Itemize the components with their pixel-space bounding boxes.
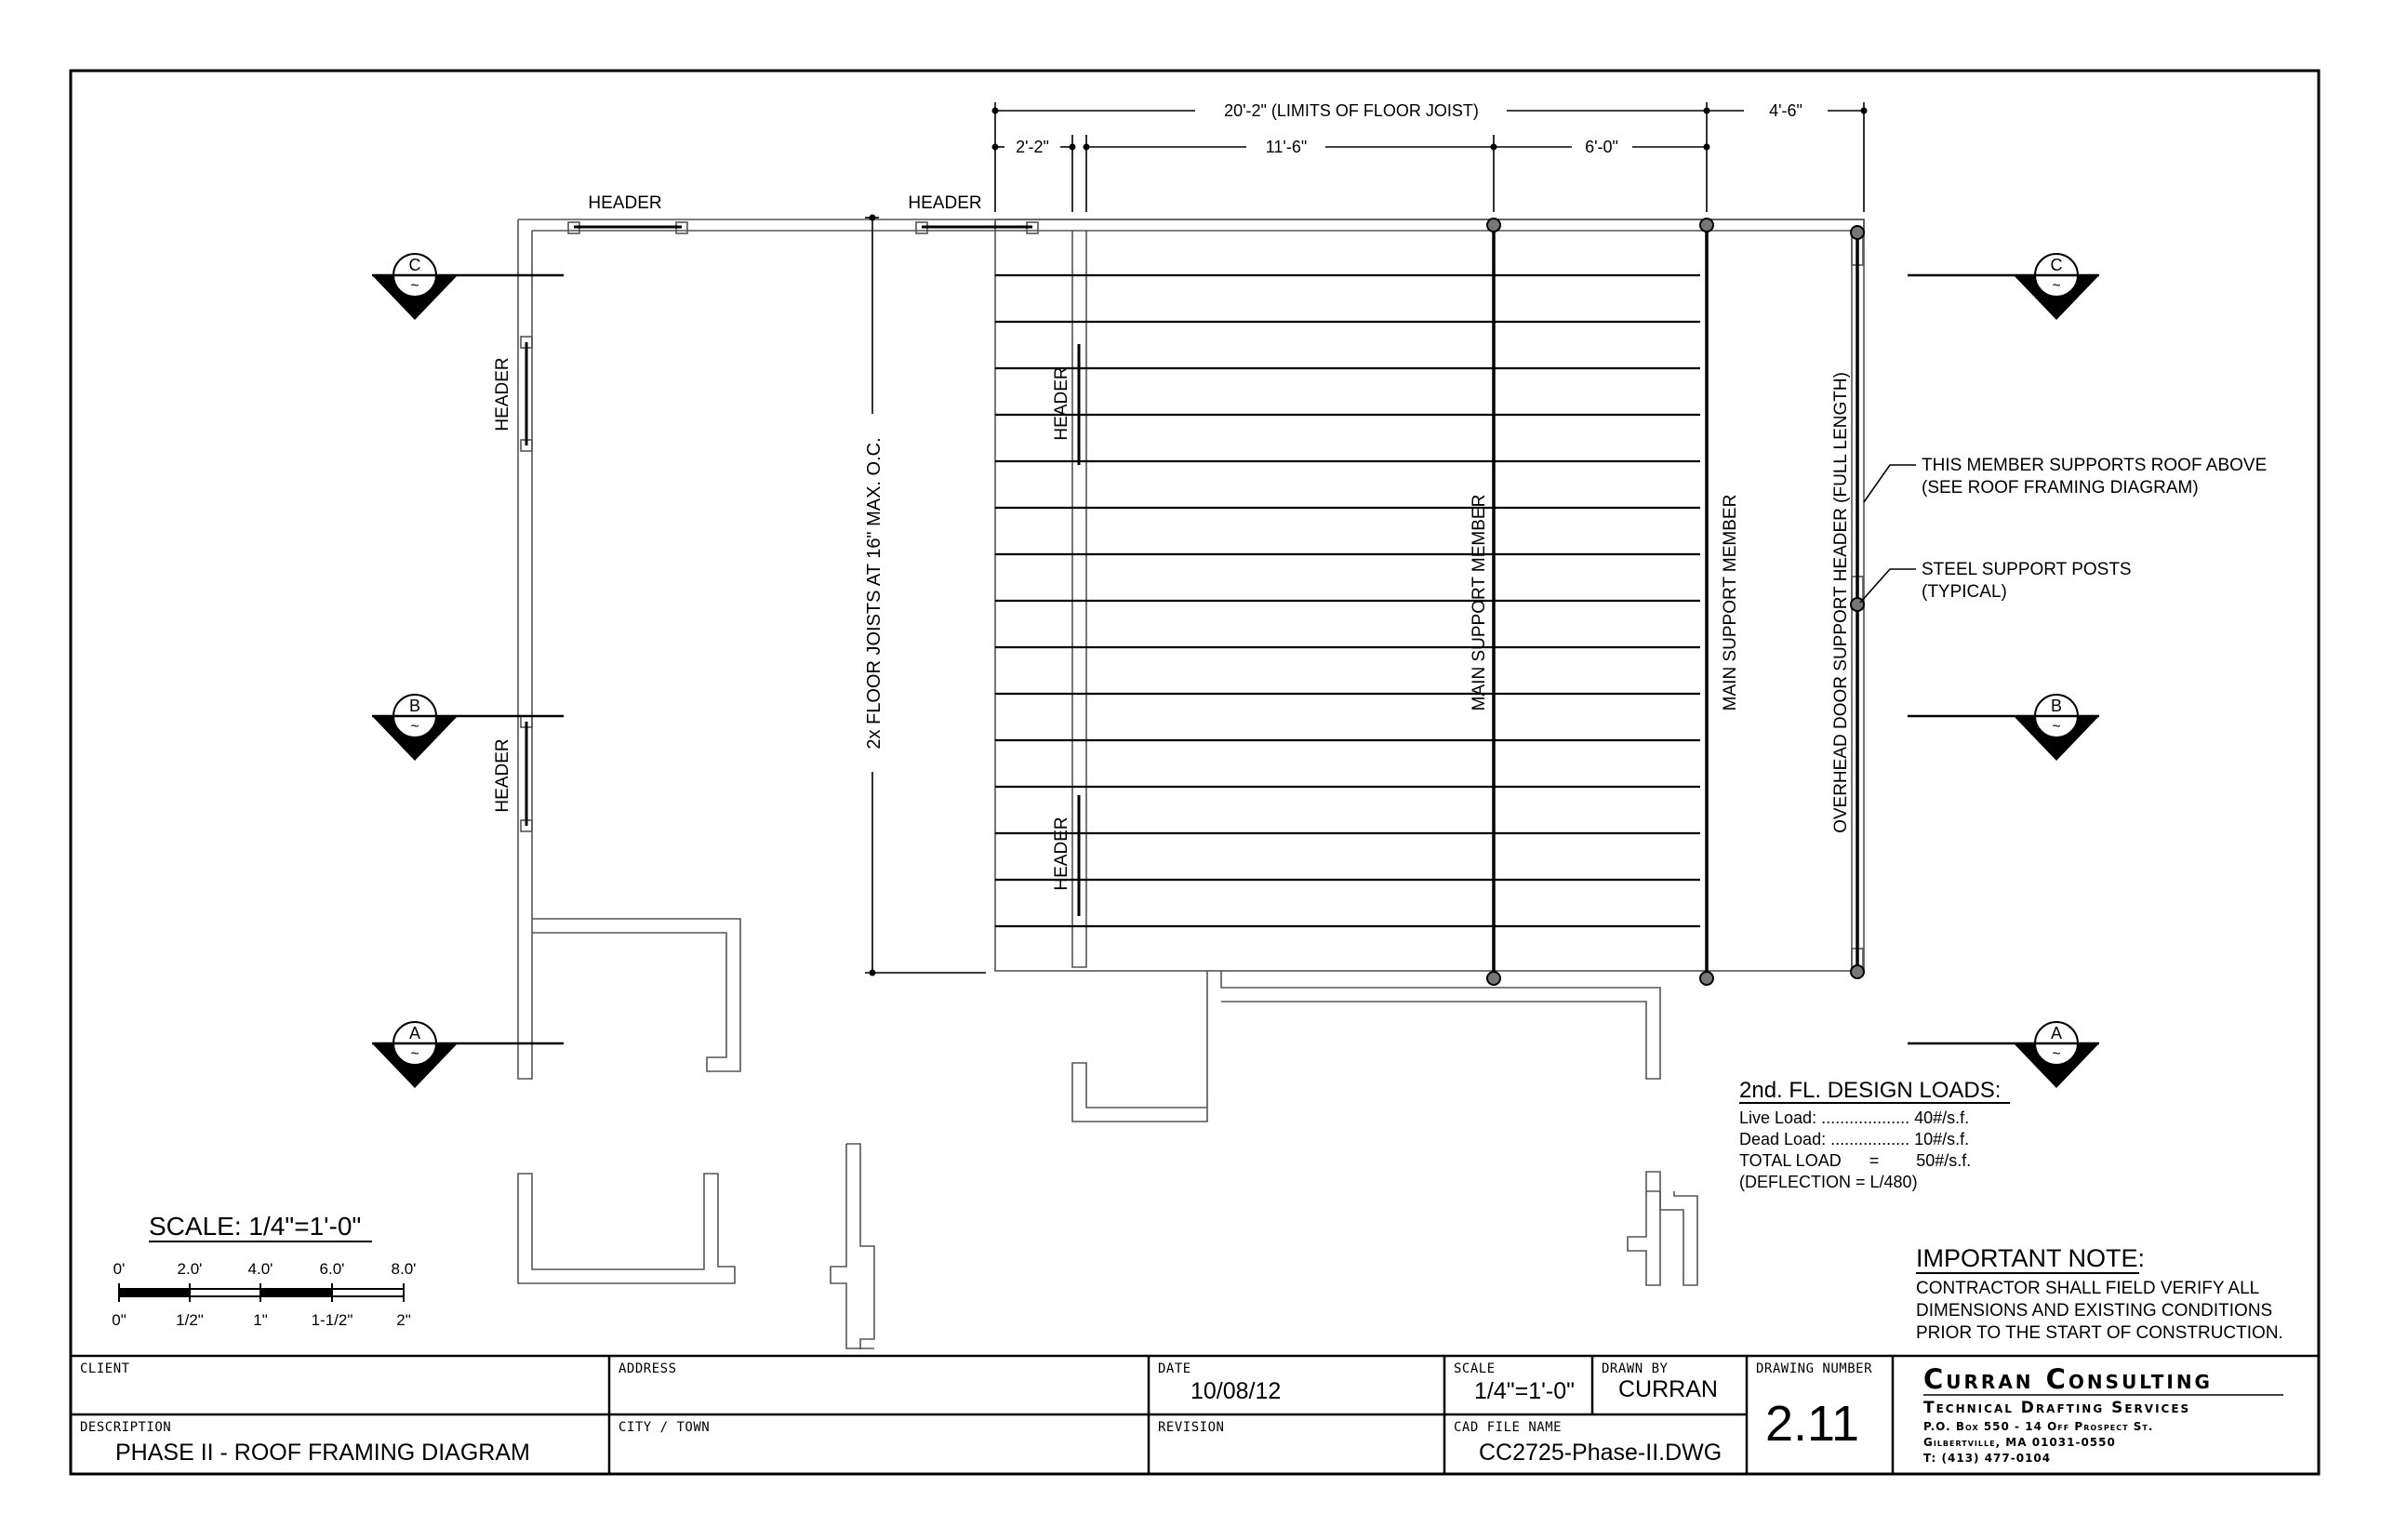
dimension-ticks [870, 108, 1868, 976]
note-roof-line1: THIS MEMBER SUPPORTS ROOF ABOVE [1922, 456, 2268, 475]
note-leaders [1860, 465, 1916, 603]
cad-file-value: CC2725-Phase-II.DWG [1479, 1440, 1723, 1466]
section-marker-letter: A [408, 1024, 421, 1042]
post [1700, 219, 1713, 232]
scale-tick-bottom: 1-1/2" [311, 1311, 353, 1329]
dim-right-overhang: 4'-6" [1769, 101, 1802, 120]
post [1487, 972, 1500, 985]
floor-joists [995, 275, 1700, 926]
drawing-number-label: DRAWING NUMBER [1756, 1361, 1873, 1376]
description-value: PHASE II - ROOF FRAMING DIAGRAM [115, 1440, 530, 1466]
section-marker-letter: B [2050, 697, 2063, 715]
header-label: HEADER [588, 193, 662, 213]
scale-bar [119, 1283, 404, 1302]
note-posts-line2: (TYPICAL) [1922, 582, 2007, 602]
company-tagline: Technical Drafting Services [1923, 1399, 2191, 1417]
scale-tick-top: 8.0' [391, 1260, 417, 1278]
section-marker-sheet: ~ [2052, 1046, 2061, 1062]
drawn-by-value: CURRAN [1618, 1376, 1718, 1402]
scale-tick-top: 0' [113, 1260, 126, 1278]
total-load: TOTAL LOAD = 50#/s.f. [1739, 1151, 1972, 1170]
scale-title: SCALE: 1/4"=1'-0" [149, 1212, 362, 1241]
drawn-by-label: DRAWN BY [1602, 1361, 1669, 1376]
company-phone: T: (413) 477-0104 [1923, 1452, 2052, 1465]
section-marker-sheet: ~ [410, 278, 419, 294]
address-label: ADDRESS [619, 1361, 677, 1376]
dim-seg-2: 11'-6" [1265, 138, 1308, 156]
drawing-number-value: 2.11 [1765, 1396, 1860, 1452]
section-marker-letter: C [408, 256, 421, 274]
scale-tick-bottom: 1/2" [176, 1311, 204, 1329]
important-note-line3: PRIOR TO THE START OF CONSTRUCTION. [1916, 1323, 2283, 1343]
header-label: HEADER [1052, 366, 1071, 441]
header-label: HEADER [908, 193, 982, 213]
headers [526, 227, 1079, 916]
important-note-line2: DIMENSIONS AND EXISTING CONDITIONS [1916, 1301, 2273, 1321]
header-label: HEADER [493, 357, 512, 431]
section-marker-letter: B [408, 697, 421, 715]
dim-overall-joist: 20'-2" (LIMITS OF FLOOR JOIST) [1224, 101, 1479, 120]
section-marker-sheet: ~ [410, 719, 419, 735]
existing-walls [518, 219, 1864, 1349]
section-marker-b [372, 695, 564, 761]
scale-tick-top: 6.0' [319, 1260, 345, 1278]
note-posts-line1: STEEL SUPPORT POSTS [1922, 560, 2132, 579]
scale-label: SCALE [1454, 1361, 1496, 1376]
main-support-label-2: MAIN SUPPORT MEMBER [1721, 494, 1740, 711]
design-loads-title: 2nd. FL. DESIGN LOADS: [1739, 1078, 2002, 1103]
dim-seg-1: 2'-2" [1016, 138, 1049, 156]
city-label: CITY / TOWN [619, 1420, 711, 1435]
scale-tick-bottom: 1" [253, 1311, 268, 1329]
important-note-line1: CONTRACTOR SHALL FIELD VERIFY ALL [1916, 1279, 2260, 1298]
main-support-label-1: MAIN SUPPORT MEMBER [1470, 494, 1489, 711]
scale-tick-top: 2.0' [177, 1260, 203, 1278]
dimension-lines [865, 102, 1864, 973]
live-load: Live Load: ................... 40#/s.f. [1739, 1109, 1970, 1127]
scale-tick-top: 4.0' [247, 1260, 273, 1278]
section-marker-letter: A [2050, 1024, 2063, 1042]
section-marker-sheet: ~ [2052, 278, 2061, 294]
description-label: DESCRIPTION [80, 1420, 172, 1435]
company-name: Curran Consulting [1923, 1363, 2213, 1395]
section-marker-c [1908, 254, 2099, 320]
scale-tick-bottom: 0" [112, 1311, 126, 1329]
section-marker-c [372, 254, 564, 320]
note-roof-line2: (SEE ROOF FRAMING DIAGRAM) [1922, 478, 2199, 498]
section-marker-letter: C [2050, 256, 2063, 274]
company-address-2: Gilbertville, MA 01031-0550 [1923, 1436, 2116, 1449]
date-label: DATE [1158, 1361, 1191, 1376]
section-marker-b [1908, 695, 2099, 761]
dim-seg-3: 6'-0" [1585, 138, 1618, 156]
scale-tick-bottom: 2" [396, 1311, 411, 1329]
header-label: HEADER [1052, 816, 1071, 891]
client-label: CLIENT [80, 1361, 130, 1376]
important-note-title: IMPORTANT NOTE: [1916, 1244, 2146, 1272]
scale-value: 1/4"=1'-0" [1474, 1378, 1576, 1404]
dead-load: Dead Load: ................. 10#/s.f. [1739, 1130, 1970, 1148]
section-marker-sheet: ~ [410, 1046, 419, 1062]
post [1487, 219, 1500, 232]
cad-file-label: CAD FILE NAME [1454, 1420, 1563, 1435]
section-marker-a [372, 1022, 564, 1088]
company-address-1: P.O. Box 550 - 14 Off Prospect St. [1923, 1420, 2154, 1433]
post [1851, 965, 1864, 978]
date-value: 10/08/12 [1190, 1378, 1282, 1404]
post [1851, 226, 1864, 239]
deflection: (DEFLECTION = L/480) [1739, 1173, 1918, 1191]
header-label: HEADER [493, 738, 512, 813]
revision-label: REVISION [1158, 1420, 1225, 1435]
section-marker-sheet: ~ [2052, 719, 2061, 735]
post [1700, 972, 1713, 985]
floor-joists-label: 2x FLOOR JOISTS AT 16" MAX. O.C. [864, 437, 885, 750]
overhead-header-label: OVERHEAD DOOR SUPPORT HEADER (FULL LENGTH) [1831, 372, 1851, 833]
